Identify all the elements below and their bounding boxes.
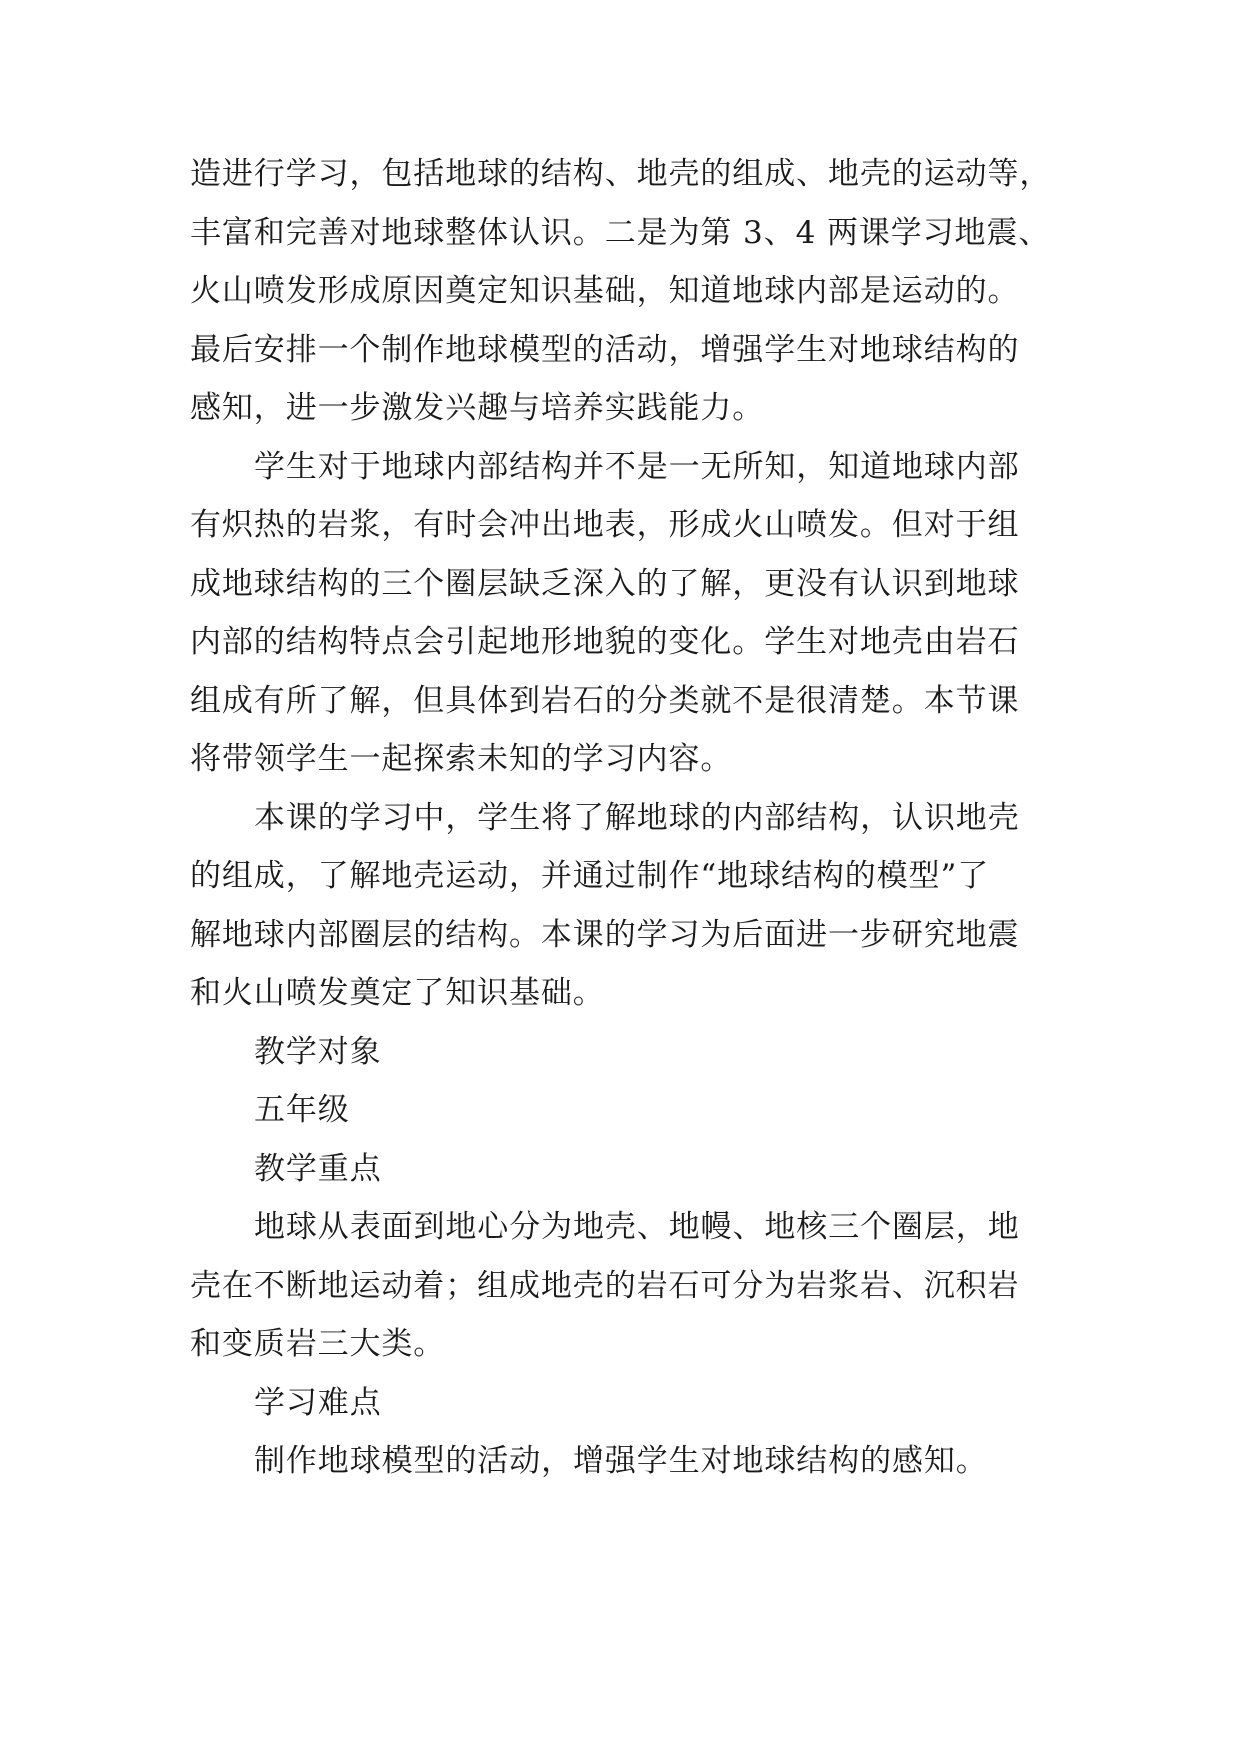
paragraph-grade bbox=[190, 1081, 1070, 1140]
paragraph-lesson-overview bbox=[190, 789, 1070, 1023]
text-line: 和变质岩三大类。 bbox=[190, 1326, 446, 1362]
heading-teaching-focus bbox=[190, 1140, 1070, 1199]
text-line: 地球从表面到地心分为地壳、地幔、地核三个圈层，地 bbox=[254, 1209, 1020, 1245]
text-line: 本课的学习中，学生将了解地球的内部结构，认识地壳 bbox=[254, 799, 1020, 836]
text-line: 组成有所了解，但具体到岩石的分类就不是很清楚。本节课 bbox=[190, 682, 1020, 719]
heading-teaching-target bbox=[190, 1023, 1070, 1082]
text-line: 感知，进一步激发兴趣与培养实践能力。 bbox=[190, 390, 765, 426]
text-line: 制作地球模型的活动，增强学生对地球结构的感知。 bbox=[254, 1443, 988, 1479]
text-line: 的组成，了解地壳运动，并通过制作“地球结构的模型”了 bbox=[190, 858, 990, 894]
heading-learning-difficulty bbox=[190, 1374, 1070, 1433]
text-line: 壳在不断地运动着；组成地壳的岩石可分为岩浆岩、沉积岩 bbox=[190, 1267, 1020, 1304]
paragraph-intro-continuation bbox=[190, 145, 1070, 438]
document-body bbox=[190, 145, 1070, 1491]
text-line: 有炽热的岩浆，有时会冲出地表，形成火山喷发。但对于组 bbox=[190, 507, 1020, 543]
section-heading: 学习难点 bbox=[254, 1384, 382, 1421]
text-line: 内部的结构特点会引起地形地貌的变化。学生对地壳由岩石 bbox=[190, 624, 1020, 660]
text-line: 解地球内部圈层的结构。本课的学习为后面进一步研究地震 bbox=[190, 916, 1020, 953]
section-heading: 教学重点 bbox=[254, 1150, 382, 1187]
text-line: 和火山喷发奠定了知识基础。 bbox=[190, 975, 605, 1011]
text-line: 最后安排一个制作地球模型的活动，增强学生对地球结构的 bbox=[190, 331, 1020, 368]
text-line: 学生对于地球内部结构并不是一无所知，知道地球内部 bbox=[254, 448, 1020, 485]
paragraph-student-analysis bbox=[190, 438, 1070, 789]
text-line: 造进行学习，包括地球的结构、地壳的组成、地壳的运动等， bbox=[190, 156, 1052, 192]
text-line: 五年级 bbox=[254, 1092, 350, 1128]
text-line: 丰富和完善对地球整体认识。二是为第 3、4 两课学习地震、 bbox=[190, 214, 1051, 251]
paragraph-learning-difficulty bbox=[190, 1432, 1070, 1491]
text-line: 成地球结构的三个圈层缺乏深入的了解，更没有认识到地球 bbox=[190, 565, 1020, 602]
text-line: 火山喷发形成原因奠定知识基础，知道地球内部是运动的。 bbox=[190, 273, 1020, 309]
paragraph-teaching-focus bbox=[190, 1198, 1070, 1374]
section-heading: 教学对象 bbox=[254, 1033, 382, 1070]
text-line: 将带领学生一起探索未知的学习内容。 bbox=[190, 741, 733, 777]
